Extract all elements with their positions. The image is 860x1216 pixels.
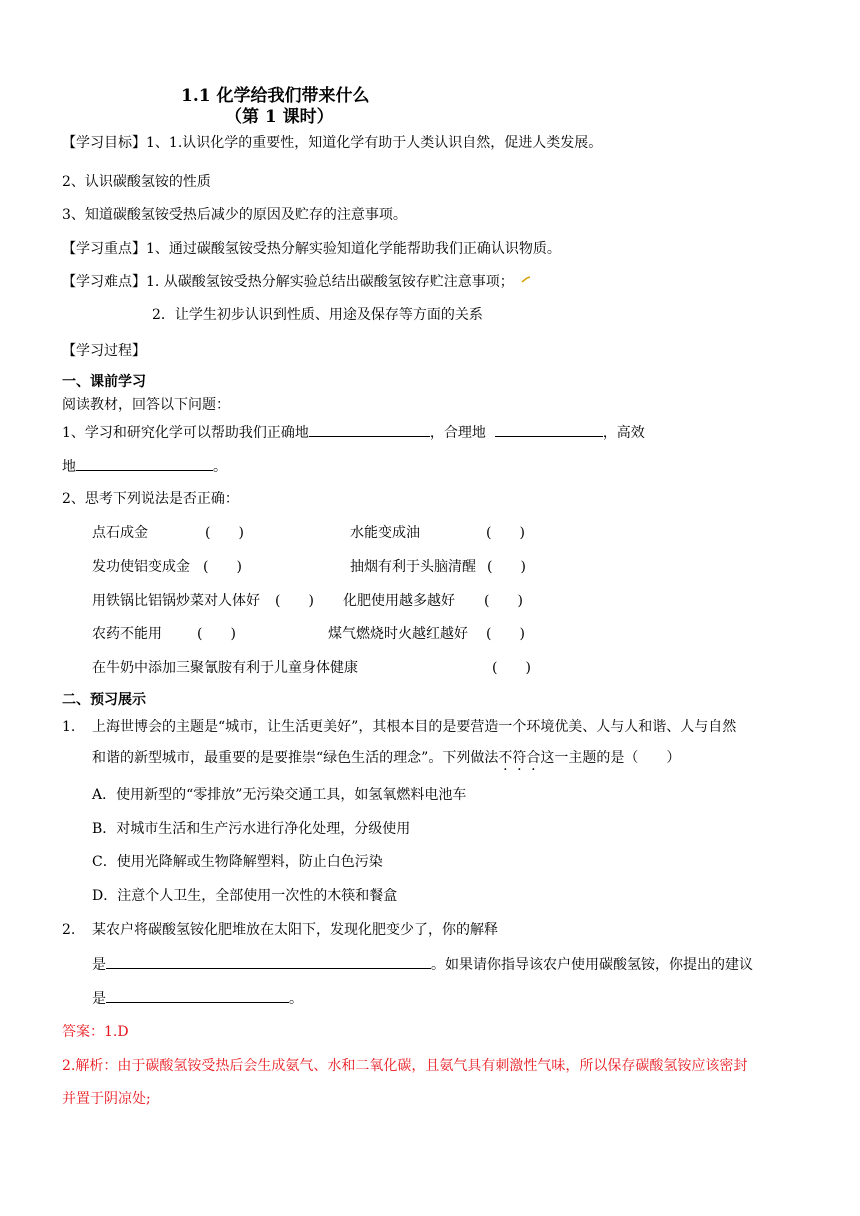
q1-blank-2[interactable]: [495, 422, 603, 437]
statement-answer-paren[interactable]: ( ): [203, 559, 242, 575]
q-text: 是: [92, 991, 106, 1007]
question-number: 2.: [62, 922, 76, 938]
statement-text: 用铁锅比铝锅炒菜对人体好: [92, 593, 260, 609]
difficulties-label: 【学习难点】: [62, 274, 146, 290]
fertilizer-question-line-2: [92, 954, 753, 975]
world-expo-question-line-2: [92, 748, 680, 768]
section-2-heading: 二、预习展示: [62, 692, 146, 708]
page-title: 1.1 化学给我们带来什么: [181, 86, 370, 106]
q1-text-c: ，高效: [602, 425, 645, 441]
statement-answer-paren[interactable]: ( ): [275, 593, 314, 609]
world-expo-question-line-1: 上海世博会的主题是“城市，让生活更美好”，其根本目的是要营造一个环境优美、人与人和谐、人与自然: [92, 719, 737, 735]
statement-answer-paren[interactable]: ( ): [484, 593, 523, 609]
q-text: 。如果请你指导该农户使用碳酸氢铵，你提出的建议: [431, 957, 753, 973]
q1-blank-3[interactable]: [76, 456, 213, 471]
emphasis-char: 符: [512, 750, 527, 766]
section-1-heading: 一、课前学习: [62, 374, 146, 390]
statement-text: 化肥使用越多越好: [343, 593, 455, 609]
emphasis-char: 不: [498, 750, 513, 766]
difficulty-1: 1. 从碳酸氢铵受热分解实验总结出碳酸氢铵存贮注意事项；: [146, 274, 514, 290]
statement-answer-paren[interactable]: ( ): [486, 626, 525, 642]
q-text: 这一主题的是（ ）: [540, 750, 681, 766]
lesson-subtitle: （第 1 课时）: [225, 107, 334, 127]
difficulty-2: 2．让学生初步认识到性质、用途及保存等方面的关系: [152, 307, 483, 323]
statement-text: 农药不能用: [92, 626, 162, 642]
question-1-line-2: [62, 456, 227, 477]
statement-answer-paren[interactable]: ( ): [205, 525, 244, 541]
statement-text: 煤气燃烧时火越红越好: [328, 626, 468, 642]
q-text: 。: [289, 991, 303, 1007]
section-1-intro: 阅读教材，回答以下问题：: [62, 397, 230, 413]
statement-answer-paren[interactable]: ( ): [487, 559, 526, 575]
key-points: [62, 239, 561, 259]
key-points-text: 1、通过碳酸氢铵受热分解实验知道化学能帮助我们正确认识物质。: [146, 241, 561, 257]
suggestion-blank[interactable]: [106, 988, 289, 1003]
difficulties-line-1: [62, 272, 514, 292]
statement-answer-paren[interactable]: ( ): [486, 525, 525, 541]
key-points-label: 【学习重点】: [62, 241, 146, 257]
statement-text: 发功使铝变成金: [92, 559, 190, 575]
pen-mark-icon: [521, 276, 531, 284]
process-label: 【学习过程】: [62, 343, 146, 359]
q1-text-a: 1、学习和研究化学可以帮助我们正确地: [62, 425, 309, 441]
objectives-label: 【学习目标】: [62, 135, 146, 151]
fertilizer-question-line-1: 某农户将碳酸氢铵化肥堆放在太阳下，发现化肥变少了，你的解释: [92, 922, 498, 938]
question-2: 2、思考下列说法是否正确：: [62, 491, 239, 507]
q1-blank-1[interactable]: [309, 422, 430, 437]
objective-2: 2、认识碳酸氢铵的性质: [62, 174, 211, 190]
statement-text: 在牛奶中添加三聚氰胺有利于儿童身体健康: [92, 660, 358, 676]
statement-text: 水能变成油: [350, 525, 420, 541]
explanation-line-1: 2.解析：由于碳酸氢铵受热后会生成氨气、水和二氧化碳，且氨气具有刺激性气味，所以保存碳酸氢铵应该密封: [62, 1058, 748, 1074]
objective-3: 3、知道碳酸氢铵受热后减少的原因及贮存的注意事项。: [62, 207, 407, 223]
fertilizer-question-line-3: [92, 988, 303, 1009]
option-b[interactable]: B．对城市生活和生产污水进行净化处理，分级使用: [92, 821, 411, 837]
question-number: 1.: [62, 719, 76, 735]
q1-text-d: 地: [62, 459, 76, 475]
emphasis-char: 合: [526, 750, 541, 766]
answer-line: 答案：1.D: [62, 1024, 129, 1040]
q-text: 和谐的新型城市，最重要的是要推崇“绿色生活的理念”。下列做法: [92, 750, 499, 766]
statement-text: 点石成金: [92, 525, 148, 541]
explanation-blank[interactable]: [106, 954, 431, 969]
objective-1: 1、1.认识化学的重要性，知道化学有助于人类认识自然，促进人类发展。: [146, 135, 603, 151]
explanation-line-2: 并置于阴凉处;: [62, 1091, 151, 1107]
q1-text-b: ，合理地: [429, 425, 486, 441]
option-d[interactable]: D．注意个人卫生，全部使用一次性的木筷和餐盒: [92, 888, 398, 904]
statement-answer-paren[interactable]: ( ): [197, 626, 236, 642]
question-1-line-1: [62, 422, 645, 443]
option-a[interactable]: A．使用新型的“零排放”无污染交通工具，如氢氧燃料电池车: [92, 787, 467, 803]
q1-text-e: 。: [213, 459, 227, 475]
objectives-line-1: [62, 133, 602, 153]
q-text: 是: [92, 957, 106, 973]
statement-text: 抽烟有利于头脑清醒: [350, 559, 476, 575]
statement-answer-paren[interactable]: ( ): [492, 660, 531, 676]
option-c[interactable]: C．使用光降解或生物降解塑料，防止白色污染: [92, 854, 383, 870]
